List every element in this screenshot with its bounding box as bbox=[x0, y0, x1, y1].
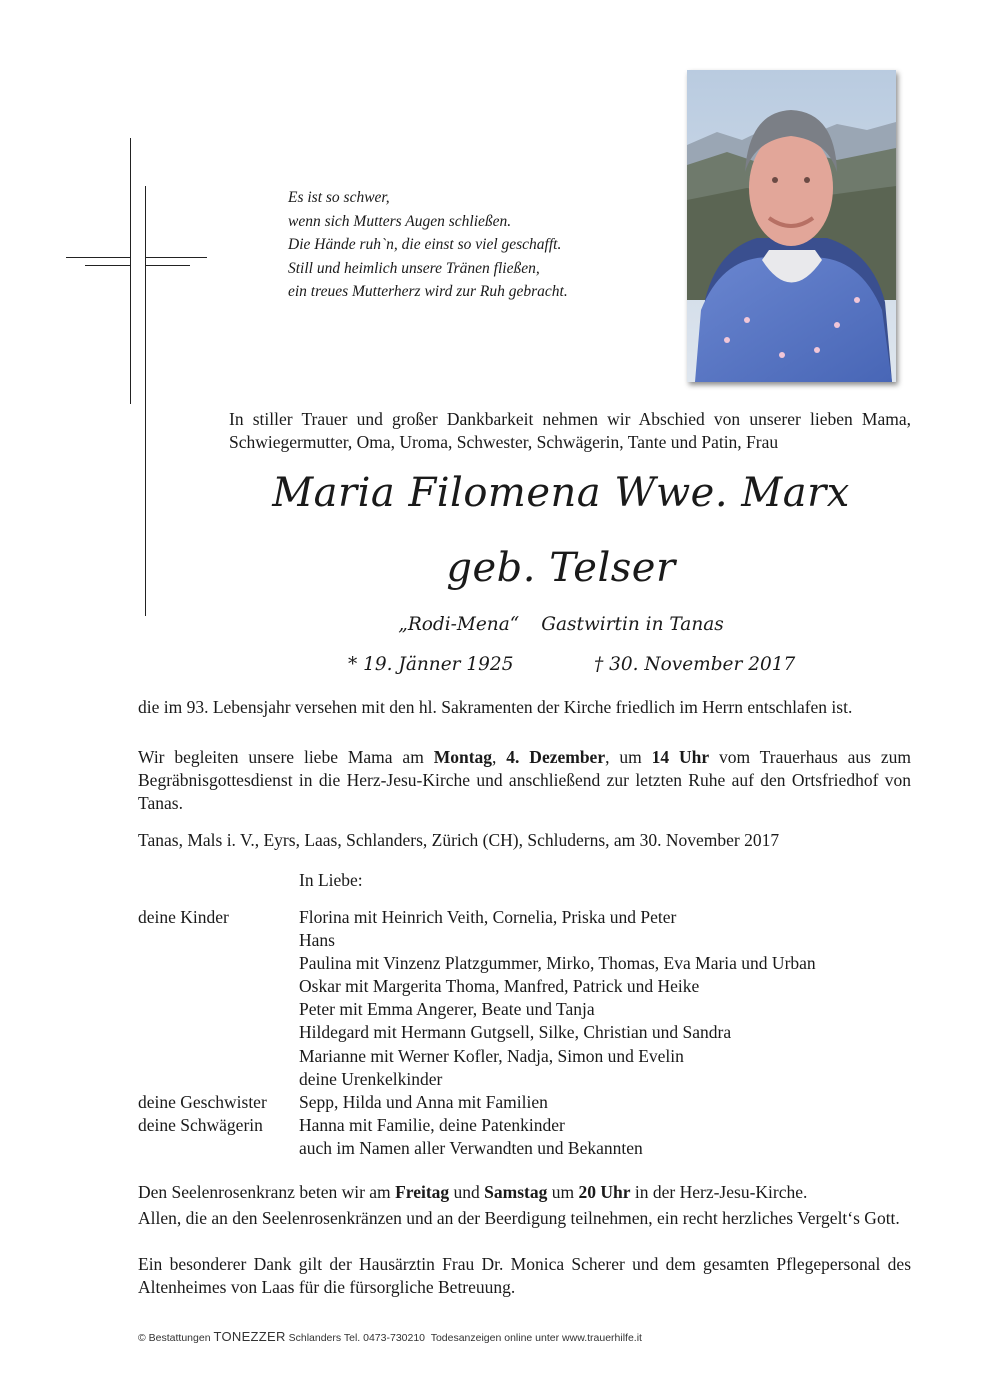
poem-line: ein treues Mutterherz wird zur Ruh gebracht. bbox=[288, 283, 568, 300]
intro-text: In stiller Trauer und großer Dankbarkeit nehmen wir Abschied von unserer lieben Mama, Schwiegermutter, Oma, Uroma, Schwester, Schwägerin, Tante und Patin, Frau bbox=[229, 409, 911, 452]
birth-date: * 19. Jänner 1925 bbox=[348, 654, 514, 675]
list-item: Oskar mit Margerita Thoma, Manfred, Patrick und Heike bbox=[299, 976, 700, 997]
list-item: Marianne mit Werner Kofler, Nadja, Simon und Evelin bbox=[299, 1045, 684, 1066]
cross-line bbox=[85, 265, 130, 266]
funeral-text: Wir begleiten unsere liebe Mama am Montag, 4. Dezember, um 14 Uhr vom Trauerhaus aus zum Begräbnisgottesdienst in die Herz-Jesu-Kirche und anschließend zur letzten Ruhe auf den Ortsfriedhof von Tanas. bbox=[138, 747, 911, 813]
poem-line: wenn sich Mutters Augen schließen. bbox=[288, 212, 512, 230]
list-item: deine Geschwister Sepp, Hilda und Anna mit Familien bbox=[138, 1091, 548, 1112]
footer-town: Schlanders bbox=[288, 1332, 342, 1344]
portrait-photo bbox=[687, 70, 896, 382]
passing-text: die im 93. Lebensjahr versehen mit den hl. Sakramenten der Kirche friedlich im Herrn entschlafen ist. bbox=[138, 697, 853, 717]
footer-copyright: © Bestattungen bbox=[138, 1332, 211, 1344]
list-item: Peter mit Emma Angerer, Beate und Tanja bbox=[299, 999, 595, 1020]
cross-line bbox=[66, 257, 130, 258]
special-thanks-text: Ein besonderer Dank gilt der Hausärztin Frau Dr. Monica Scherer und dem gesamten Pflegepersonal des Altenheimes von Laas für die fürsorgliche Betreuung. bbox=[138, 1254, 911, 1297]
footer bbox=[138, 1329, 642, 1344]
list-item: deine Kinder Florina mit Heinrich Veith, Cornelia, Priska und Peter bbox=[138, 907, 677, 927]
maiden-name: geb. Telser bbox=[446, 545, 676, 591]
footer-online: Todesanzeigen online unter www.trauerhilfe.it bbox=[430, 1332, 642, 1344]
poem-line: Es ist so schwer, bbox=[288, 189, 390, 206]
deceased-name: Maria Filomena Wwe. Marx bbox=[272, 470, 850, 516]
poem-line: Still und heimlich unsere Tränen fließen, bbox=[288, 259, 540, 277]
nickname: „Rodi-Mena“ bbox=[398, 614, 520, 635]
list-item: Paulina mit Vinzenz Platzgummer, Mirko, Thomas, Eva Maria und Urban bbox=[299, 953, 816, 974]
thanks-text: Allen, die an den Seelenrosenkränzen und an der Beerdigung teilnehmen, ein recht herzliches Vergelt‘s Gott. bbox=[138, 1208, 900, 1228]
cross-line bbox=[145, 257, 207, 258]
list-item: auch im Namen aller Verwandten und Bekannten bbox=[299, 1137, 643, 1158]
place-date: Tanas, Mals i. V., Eyrs, Laas, Schlanders, Zürich (CH), Schluderns, am 30. November 2017 bbox=[138, 830, 780, 850]
cross-line bbox=[145, 265, 190, 266]
rosary-text: Den Seelenrosenkranz beten wir am Freitag und Samstag um 20 Uhr in der Herz-Jesu-Kirche. bbox=[138, 1182, 808, 1202]
poem bbox=[288, 186, 568, 304]
death-date: † 30. November 2017 bbox=[594, 654, 796, 675]
occupation: Gastwirtin in Tanas bbox=[541, 614, 724, 635]
footer-tel: Tel. 0473-730210 bbox=[343, 1332, 426, 1344]
list-item: Hans bbox=[299, 930, 335, 951]
list-item: Hildegard mit Hermann Gutgsell, Silke, Christian und Sandra bbox=[299, 1022, 732, 1043]
poem-line: Die Hände ruh`n, die einst so viel geschafft. bbox=[288, 236, 562, 253]
list-item: deine Urenkelkinder bbox=[299, 1068, 443, 1089]
in-liebe: In Liebe: bbox=[299, 870, 363, 890]
relatives-list bbox=[138, 906, 816, 1160]
nickname-line bbox=[0, 614, 982, 635]
footer-brand: TONEZZER bbox=[213, 1329, 286, 1344]
cross-line bbox=[130, 138, 131, 404]
list-item: deine Schwägerin Hanna mit Familie, deine Patenkinder bbox=[138, 1114, 565, 1135]
